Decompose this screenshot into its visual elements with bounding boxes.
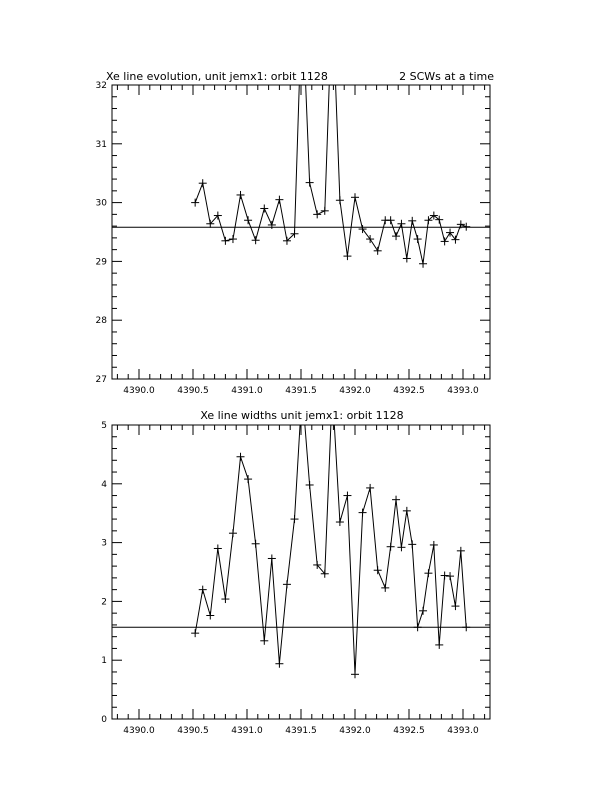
data-point [392, 232, 400, 240]
series-line [195, 0, 466, 264]
data-point [229, 235, 237, 243]
x-tick-label: 4390.5 [177, 386, 209, 396]
data-point [387, 216, 395, 224]
data-point [206, 612, 214, 620]
data-point [244, 475, 252, 483]
y-tick-label: 2 [101, 597, 107, 608]
data-point [252, 540, 260, 548]
data-point [252, 236, 260, 244]
data-point [268, 554, 276, 562]
chart-title: Xe line evolution, unit jemx1: orbit 1128 [106, 70, 328, 83]
plot-frame [112, 425, 490, 719]
y-tick-label: 0 [101, 715, 107, 725]
data-point [359, 509, 367, 517]
x-tick-label: 4392.0 [339, 386, 371, 396]
y-tick-label: 32 [95, 81, 107, 91]
data-point [446, 229, 454, 237]
data-point [221, 595, 229, 603]
y-tick-label: 5 [101, 421, 107, 431]
data-point [343, 492, 351, 500]
x-tick-label: 4392.5 [393, 386, 425, 396]
series-line [195, 390, 466, 675]
x-tick-label: 4392.5 [393, 726, 425, 736]
data-point [260, 637, 268, 645]
data-point [283, 580, 291, 588]
data-point [336, 518, 344, 526]
data-point [403, 507, 411, 515]
x-tick-label: 4391.0 [231, 726, 263, 736]
data-point [244, 216, 252, 224]
x-tick-label: 4392.0 [339, 726, 371, 736]
data-point [446, 572, 454, 580]
data-point [387, 543, 395, 551]
data-point [291, 515, 299, 523]
data-point [191, 629, 199, 637]
x-tick-label: 4391.5 [285, 386, 317, 396]
data-point [435, 216, 443, 224]
data-point [408, 217, 416, 225]
data-point [451, 236, 459, 244]
data-point [419, 607, 427, 615]
xe-line-widths-panel [101, 390, 490, 736]
y-tick-label: 29 [95, 257, 107, 268]
x-tick-label: 4390.0 [123, 726, 155, 736]
data-point [313, 210, 321, 218]
chart-subtitle: 2 SCWs at a time [399, 70, 494, 83]
data-point [351, 670, 359, 678]
data-point [199, 586, 207, 594]
data-point [457, 547, 465, 555]
data-point [306, 179, 314, 187]
data-point [351, 193, 359, 201]
x-tick-label: 4393.0 [447, 726, 479, 736]
data-point [191, 199, 199, 207]
data-point [419, 260, 427, 268]
data-point [275, 196, 283, 204]
data-point [374, 247, 382, 255]
x-tick-label: 4393.0 [447, 386, 479, 396]
data-point [381, 584, 389, 592]
data-point [441, 237, 449, 245]
data-point [397, 220, 405, 228]
data-point [408, 540, 416, 548]
x-tick-label: 4390.0 [123, 386, 155, 396]
y-tick-label: 27 [95, 375, 107, 385]
series-group [191, 390, 470, 679]
data-point [359, 225, 367, 233]
y-tick-label: 30 [95, 198, 107, 209]
data-point [435, 641, 443, 649]
data-point [214, 544, 222, 552]
data-point [229, 529, 237, 537]
data-point [374, 566, 382, 574]
data-point [414, 235, 422, 243]
data-point [430, 541, 438, 549]
data-point [392, 496, 400, 504]
data-point [462, 623, 470, 631]
x-tick-label: 4391.5 [285, 726, 317, 736]
data-point [366, 484, 374, 492]
y-tick-label: 31 [95, 139, 107, 150]
y-tick-label: 1 [101, 656, 107, 667]
data-point [366, 235, 374, 243]
data-point [321, 207, 329, 215]
data-point [343, 252, 351, 260]
data-point [397, 543, 405, 551]
chart-title: Xe line widths unit jemx1: orbit 1128 [200, 409, 404, 422]
y-tick-label: 4 [101, 479, 107, 490]
x-tick-label: 4391.0 [231, 386, 263, 396]
data-point [237, 191, 245, 199]
data-point [237, 453, 245, 461]
y-tick-label: 28 [95, 316, 107, 327]
data-point [414, 623, 422, 631]
data-point [441, 572, 449, 580]
data-point [403, 254, 411, 262]
data-point [451, 602, 459, 610]
data-point [336, 196, 344, 204]
xe-line-evolution-panel [96, 0, 495, 396]
data-point [275, 660, 283, 668]
y-tick-label: 3 [101, 538, 107, 549]
data-point [199, 179, 207, 187]
data-point [260, 204, 268, 212]
data-point [306, 481, 314, 489]
x-tick-label: 4390.5 [177, 726, 209, 736]
plot-frame [112, 85, 490, 379]
data-point [221, 237, 229, 245]
data-point [424, 569, 432, 577]
